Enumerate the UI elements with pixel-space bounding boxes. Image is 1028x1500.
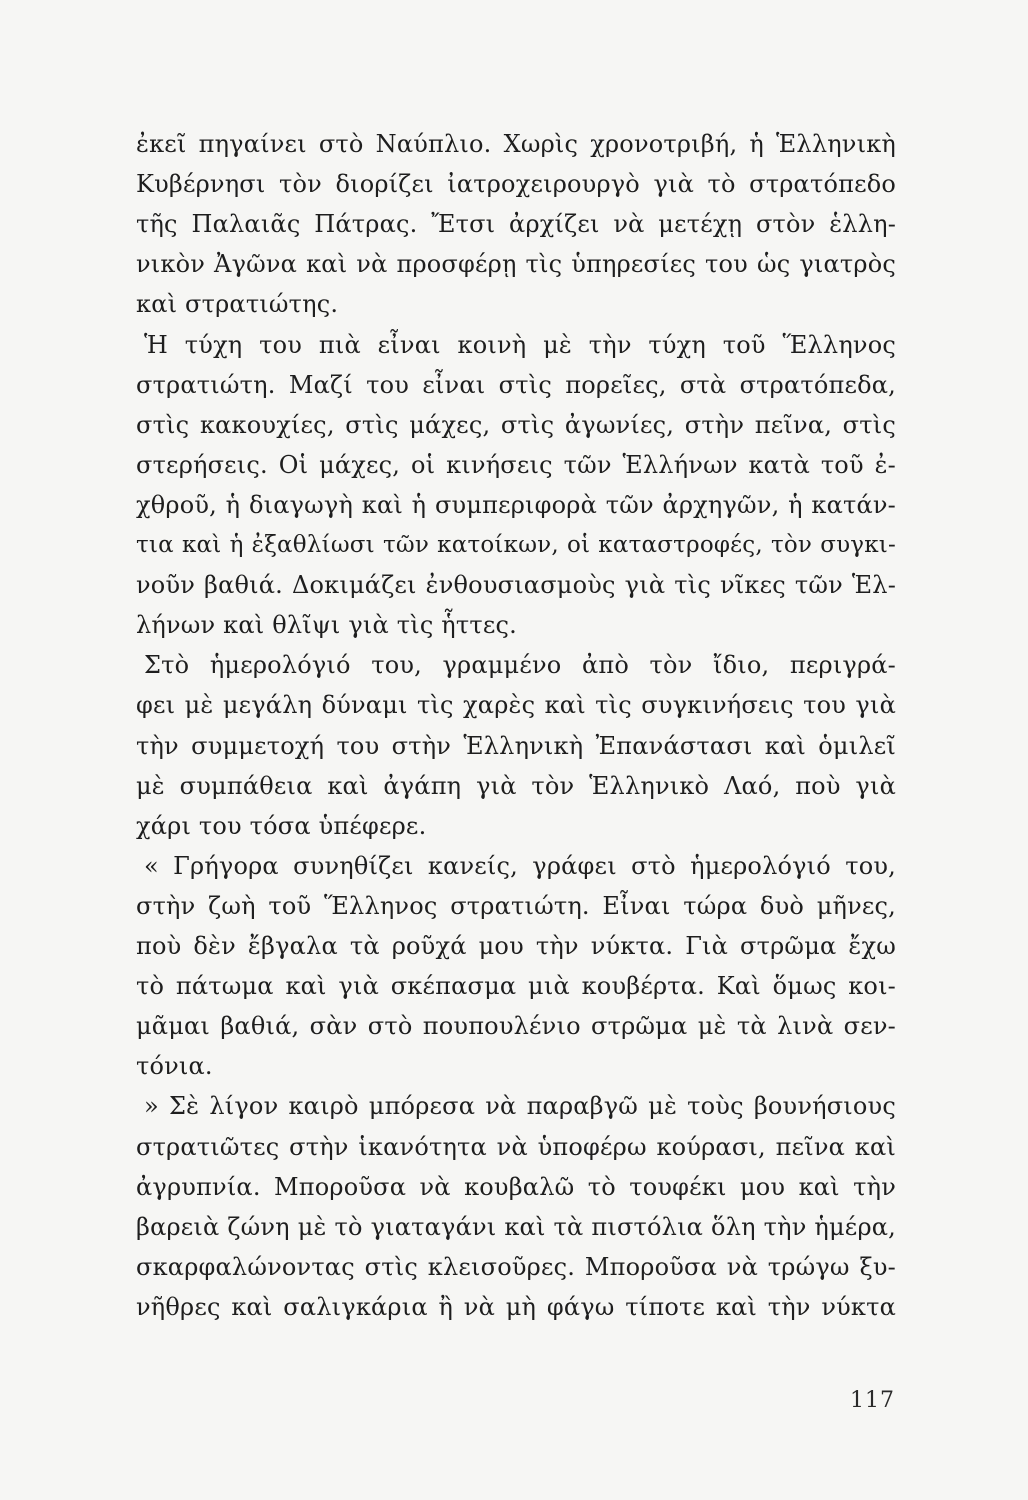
text-line: ποὺ δὲν ἔβγαλα τὰ ροῦχά μου τὴν νύκτα. Γιὰ στρῶμα ἔχω (136, 932, 896, 960)
text-line: στὴν ζωὴ τοῦ Ἕλληνος στρατιώτη. Εἶναι τώρα δυὸ μῆνες, (136, 891, 896, 920)
text-line: σκαρφαλώνοντας στὶς κλεισοῦρες. Μποροῦσα νὰ τρώγω ξυ- (136, 1252, 896, 1281)
text-line: νικὸν Ἀγῶνα καὶ νὰ προσφέρῃ τὶς ὑπηρεσίες του ὡς γιατρὸς (136, 250, 896, 279)
text-line: μὲ συμπάθεια καὶ ἀγάπη γιὰ τὸν Ἑλληνικὸ Λαό, ποὺ γιὰ (136, 771, 896, 800)
text-line: τόνια. (136, 1052, 213, 1081)
text-line: « Γρήγορα συνηθίζει κανείς, γράφει στὸ ἡμερολόγιό του, (144, 851, 896, 880)
text-line: Κυβέρνησι τὸν διορίζει ἰατροχειρουργὸ γιὰ τὸ στρατόπεδο (136, 170, 896, 199)
text-line: στρατιῶτες στὴν ἱκανότητα νὰ ὑποφέρω κούρασι, πεῖνα καὶ (136, 1132, 896, 1161)
text-line: λήνων καὶ θλῖψι γιὰ τὶς ἧττες. (136, 611, 517, 640)
text-line: στερήσεις. Οἱ μάχες, οἱ κινήσεις τῶν Ἑλλήνων κατὰ τοῦ ἐ- (136, 450, 896, 479)
text-line: βαρειὰ ζώνη μὲ τὸ γιαταγάνι καὶ τὰ πιστόλια ὅλη τὴν ἡμέρα, (136, 1212, 896, 1241)
text-line: » Σὲ λίγον καιρὸ μπόρεσα νὰ παραβγῶ μὲ τοὺς βουνήσιους (144, 1092, 896, 1121)
text-line: τια καὶ ἡ ἐξαθλίωσι τῶν κατοίκων, οἱ καταστροφές, τὸν συγκι- (136, 532, 896, 558)
text-line: νῆθρες καὶ σαλιγκάρια ἢ νὰ μὴ φάγω τίποτε καὶ τὴν νύκτα (136, 1292, 896, 1321)
text-line: τὸ πάτωμα καὶ γιὰ σκέπασμα μιὰ κουβέρτα. Καὶ ὅμως κοι- (136, 972, 896, 1001)
text-line: νοῦν βαθιά. Δοκιμάζει ἐνθουσιασμοὺς γιὰ τὶς νῖκες τῶν Ἑλ- (136, 571, 896, 600)
text-line: τῆς Παλαιᾶς Πάτρας. Ἔτσι ἀρχίζει νὰ μετέχῃ στὸν ἑλλη- (136, 210, 896, 239)
text-line: χθροῦ, ἡ διαγωγὴ καὶ ἡ συμπεριφορὰ τῶν ἀρχηγῶν, ἡ κατάν- (136, 490, 896, 519)
text-line: φει μὲ μεγάλη δύναμι τὶς χαρὲς καὶ τὶς συγκινήσεις του γιὰ (136, 691, 896, 720)
text-line: χάρι του τόσα ὑπέφερε. (136, 811, 427, 840)
text-line: στρατιώτη. Μαζί του εἶναι στὶς πορεῖες, στὰ στρατόπεδα, (136, 370, 896, 399)
text-line: τὴν συμμετοχή του στὴν Ἑλληνικὴ Ἐπανάστασι καὶ ὁμιλεῖ (136, 731, 896, 760)
text-line: στὶς κακουχίες, στὶς μάχες, στὶς ἀγωνίες, στὴν πεῖνα, στὶς (136, 410, 896, 439)
page-number: 117 (850, 1388, 895, 1413)
text-line: Στὸ ἡμερολόγιό του, γραμμένο ἀπὸ τὸν ἴδιο, περιγρά- (144, 651, 896, 680)
text-line: μᾶμαι βαθιά, σὰν στὸ πουπουλένιο στρῶμα μὲ τὰ λινὰ σεν- (136, 1012, 896, 1041)
text-line: Ἡ τύχη του πιὰ εἶναι κοινὴ μὲ τὴν τύχη τοῦ Ἕλληνος (144, 330, 896, 359)
text-line: ἐκεῖ πηγαίνει στὸ Ναύπλιο. Χωρὶς χρονοτριβή, ἡ Ἑλληνικὴ (136, 130, 896, 158)
text-line: καὶ στρατιώτης. (136, 290, 339, 319)
text-line: ἀγρυπνία. Μποροῦσα νὰ κουβαλῶ τὸ τουφέκι μου καὶ τὴν (136, 1172, 896, 1201)
